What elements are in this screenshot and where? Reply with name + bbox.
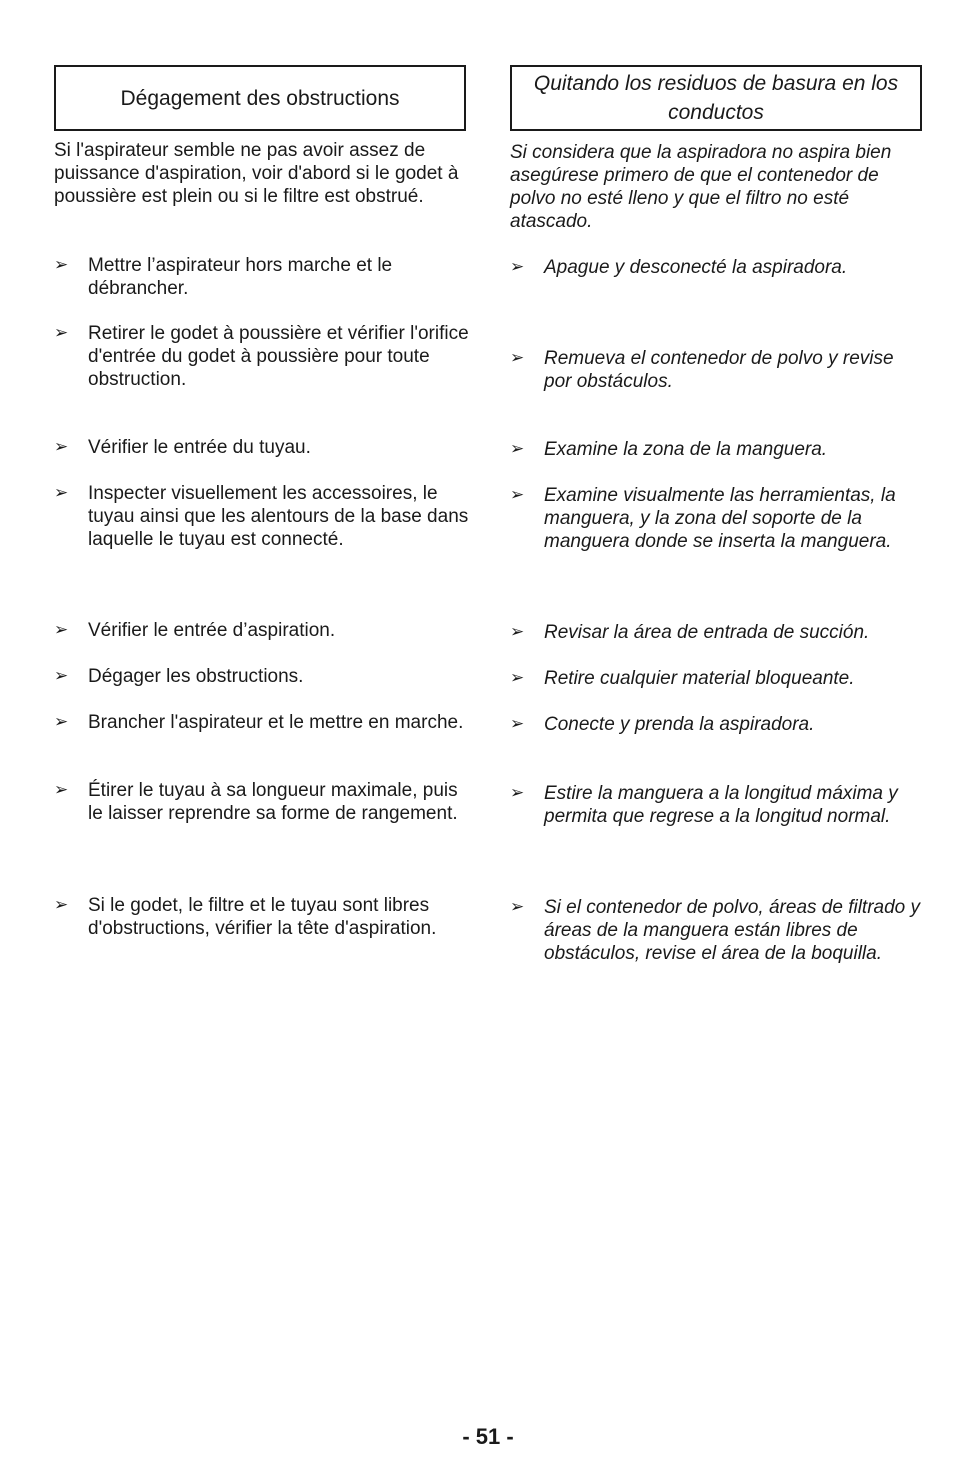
french-step-text: Si le godet, le filtre et le tuyau sont libres d'obstructions, vérifier la tête d'aspiration. [88,895,437,939]
spanish-step-4 [510,484,926,553]
spanish-step-text: Revisar la área de entrada de succión. [544,622,870,643]
spanish-step-7 [510,713,926,736]
french-step-4 [54,482,470,551]
spanish-step-6 [510,667,926,690]
spanish-intro: Si considera que la aspiradora no aspira bien asegúrese primero de que el contenedor de polvo no esté lleno y que el filtro no esté atascado. [510,142,892,232]
spanish-step-8 [510,782,926,828]
page-number: - 51 - [462,1424,514,1449]
arrow-bullet-icon: ➢ [510,714,525,734]
arrow-bullet-icon: ➢ [54,712,69,732]
spanish-step-text: Apague y desconecté la aspiradora. [544,257,848,278]
arrow-bullet-icon: ➢ [54,666,69,686]
spanish-section-title: Quitando los residuos de basura en los conductos [510,65,922,131]
spanish-step-5 [510,621,926,644]
french-step-1 [54,254,470,300]
french-step-text: Retirer le godet à poussière et vérifier l'orifice d'entrée du godet à poussière pour toute obstruction. [88,323,469,390]
spanish-step-text: Remueva el contenedor de polvo y revise por obstáculos. [544,348,894,392]
spanish-step-text: Estire la manguera a la longitud máxima y permita que regrese a la longitud normal. [544,783,898,827]
french-step-text: Dégager les obstructions. [88,666,304,687]
french-step-5 [54,619,470,642]
french-step-text: Vérifier le entrée d’aspiration. [88,620,336,641]
french-step-8 [54,779,470,825]
arrow-bullet-icon: ➢ [54,780,69,800]
french-step-text: Étirer le tuyau à sa longueur maximale, puis le laisser reprendre sa forme de rangement. [88,780,458,824]
spanish-step-9 [510,896,926,965]
spanish-step-text: Retire cualquier material bloqueante. [544,668,855,689]
spanish-step-1 [510,256,926,279]
french-step-9 [54,894,470,940]
french-step-2 [54,322,470,391]
french-section-title: Dégagement des obstructions [54,65,466,131]
arrow-bullet-icon: ➢ [54,437,69,457]
french-step-6 [54,665,470,688]
spanish-step-text: Examine la zona de la manguera. [544,439,828,460]
french-step-3 [54,436,470,459]
french-step-7 [54,711,470,734]
french-step-text: Inspecter visuellement les accessoires, le tuyau ainsi que les alentours de la base dans laquelle le tuyau est connecté. [88,483,469,550]
arrow-bullet-icon: ➢ [510,348,525,368]
arrow-bullet-icon: ➢ [510,257,525,277]
spanish-step-3 [510,438,926,461]
arrow-bullet-icon: ➢ [54,255,69,275]
french-step-text: Vérifier le entrée du tuyau. [88,437,311,458]
spanish-step-text: Si el contenedor de polvo, áreas de filtrado y áreas de la manguera están libres de obstáculos, revise el área de la boquilla. [544,897,921,964]
arrow-bullet-icon: ➢ [510,783,525,803]
arrow-bullet-icon: ➢ [54,483,69,503]
french-step-text: Mettre l’aspirateur hors marche et le débrancher. [88,255,393,299]
french-step-text: Brancher l'aspirateur et le mettre en marche. [88,712,464,733]
spanish-step-text: Conecte y prenda la aspiradora. [544,714,815,735]
arrow-bullet-icon: ➢ [54,323,69,343]
arrow-bullet-icon: ➢ [510,439,525,459]
arrow-bullet-icon: ➢ [54,895,69,915]
arrow-bullet-icon: ➢ [510,668,525,688]
spanish-step-2 [510,347,926,393]
arrow-bullet-icon: ➢ [510,622,525,642]
french-intro: Si l'aspirateur semble ne pas avoir assez de puissance d'aspiration, voir d'abord si le godet à poussière est plein ou si le filtre est obstrué. [54,140,459,207]
arrow-bullet-icon: ➢ [510,485,525,505]
arrow-bullet-icon: ➢ [510,897,525,917]
spanish-step-text: Examine visualmente las herramientas, la manguera, y la zona del soporte de la manguera donde se inserta la manguera. [544,485,896,552]
arrow-bullet-icon: ➢ [54,620,69,640]
